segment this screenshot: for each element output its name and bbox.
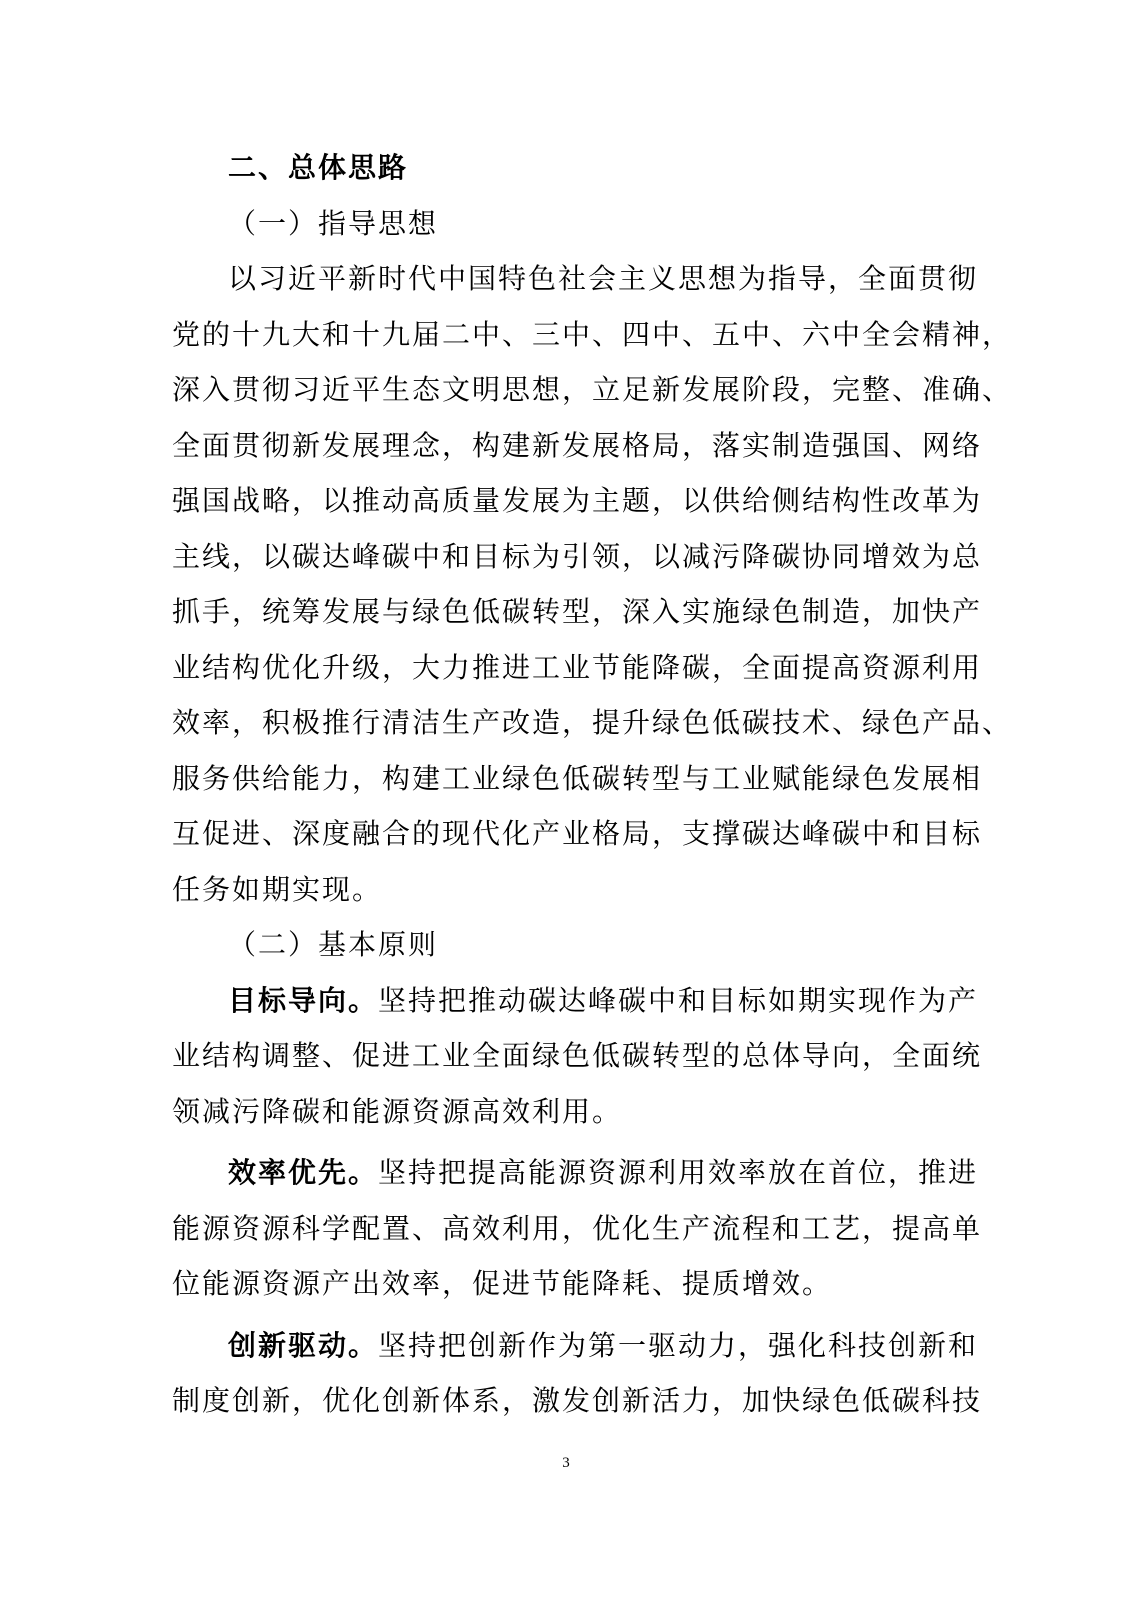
principle-text: 坚持把提高能源资源利用效率放在首位，推进 [378,1156,979,1189]
paragraph-line: 主线，以碳达峰碳中和目标为引领，以减污降碳协同增效为总 [172,539,983,573]
paragraph-line: 全面贯彻新发展理念，构建新发展格局，落实制造强国、网络 [172,428,983,462]
paragraph-line: 党的十九大和十九届二中、三中、四中、五中、六中全会精神， [172,317,1013,351]
paragraph-line: 业结构优化升级，大力推进工业节能降碳，全面提高资源利用 [172,650,983,684]
paragraph-line: 任务如期实现。 [172,872,383,906]
paragraph-line [172,973,979,1029]
subsection-heading-basic-principles: （二）基本原则 [228,928,439,961]
subsection-heading-guiding-ideology: （一）指导思想 [228,206,439,240]
guiding-ideology-paragraph [172,251,1013,917]
principle-paragraph-efficiency-first [172,1145,983,1312]
paragraph-line: 效率，积极推行清洁生产改造，提升绿色低碳技术、绿色产品、 [172,706,1013,739]
paragraph-line: 业结构调整、促进工业全面绿色低碳转型的总体导向，全面统 [172,1039,983,1072]
paragraph-line [172,1145,979,1201]
paragraph-line: 领减污降碳和能源资源高效利用。 [172,1094,623,1128]
document-body [172,140,1013,1429]
paragraph-line [172,1318,979,1374]
principle-text: 坚持把创新作为第一驱动力，强化科技创新和 [378,1328,979,1362]
paragraph-line: 强国战略，以推动高质量发展为主题，以供给侧结构性改革为 [172,484,983,517]
page-number: 3 [562,1455,570,1471]
paragraph-line: 服务供给能力，构建工业绿色低碳转型与工业赋能绿色发展相 [172,761,983,795]
paragraph-line: 抓手，统筹发展与绿色低碳转型，深入实施绿色制造，加快产 [172,595,983,628]
paragraph-line: 位能源资源产出效率，促进节能降耗、提质增效。 [172,1267,833,1300]
principle-text: 坚持把推动碳达峰碳中和目标如期实现作为产 [378,983,979,1017]
principle-title: 效率优先。 [228,1156,379,1189]
paragraph-line: 深入贯彻习近平生态文明思想，立足新发展阶段，完整、准确、 [172,373,1013,406]
section-heading: 二、总体思路 [228,151,409,184]
principle-title: 目标导向。 [228,983,379,1017]
paragraph-line: 能源资源科学配置、高效利用，优化生产流程和工艺，提高单 [172,1211,983,1245]
paragraph-line: 制度创新，优化创新体系，激发创新活力，加快绿色低碳科技 [172,1384,983,1417]
paragraph-line: 以习近平新时代中国特色社会主义思想为指导，全面贯彻 [228,262,979,295]
principle-title: 创新驱动。 [228,1328,379,1362]
principle-paragraph-innovation-driven [172,1318,983,1429]
principle-paragraph-goal-oriented [172,973,983,1140]
paragraph-line: 互促进、深度融合的现代化产业格局，支撑碳达峰碳中和目标 [172,817,983,850]
